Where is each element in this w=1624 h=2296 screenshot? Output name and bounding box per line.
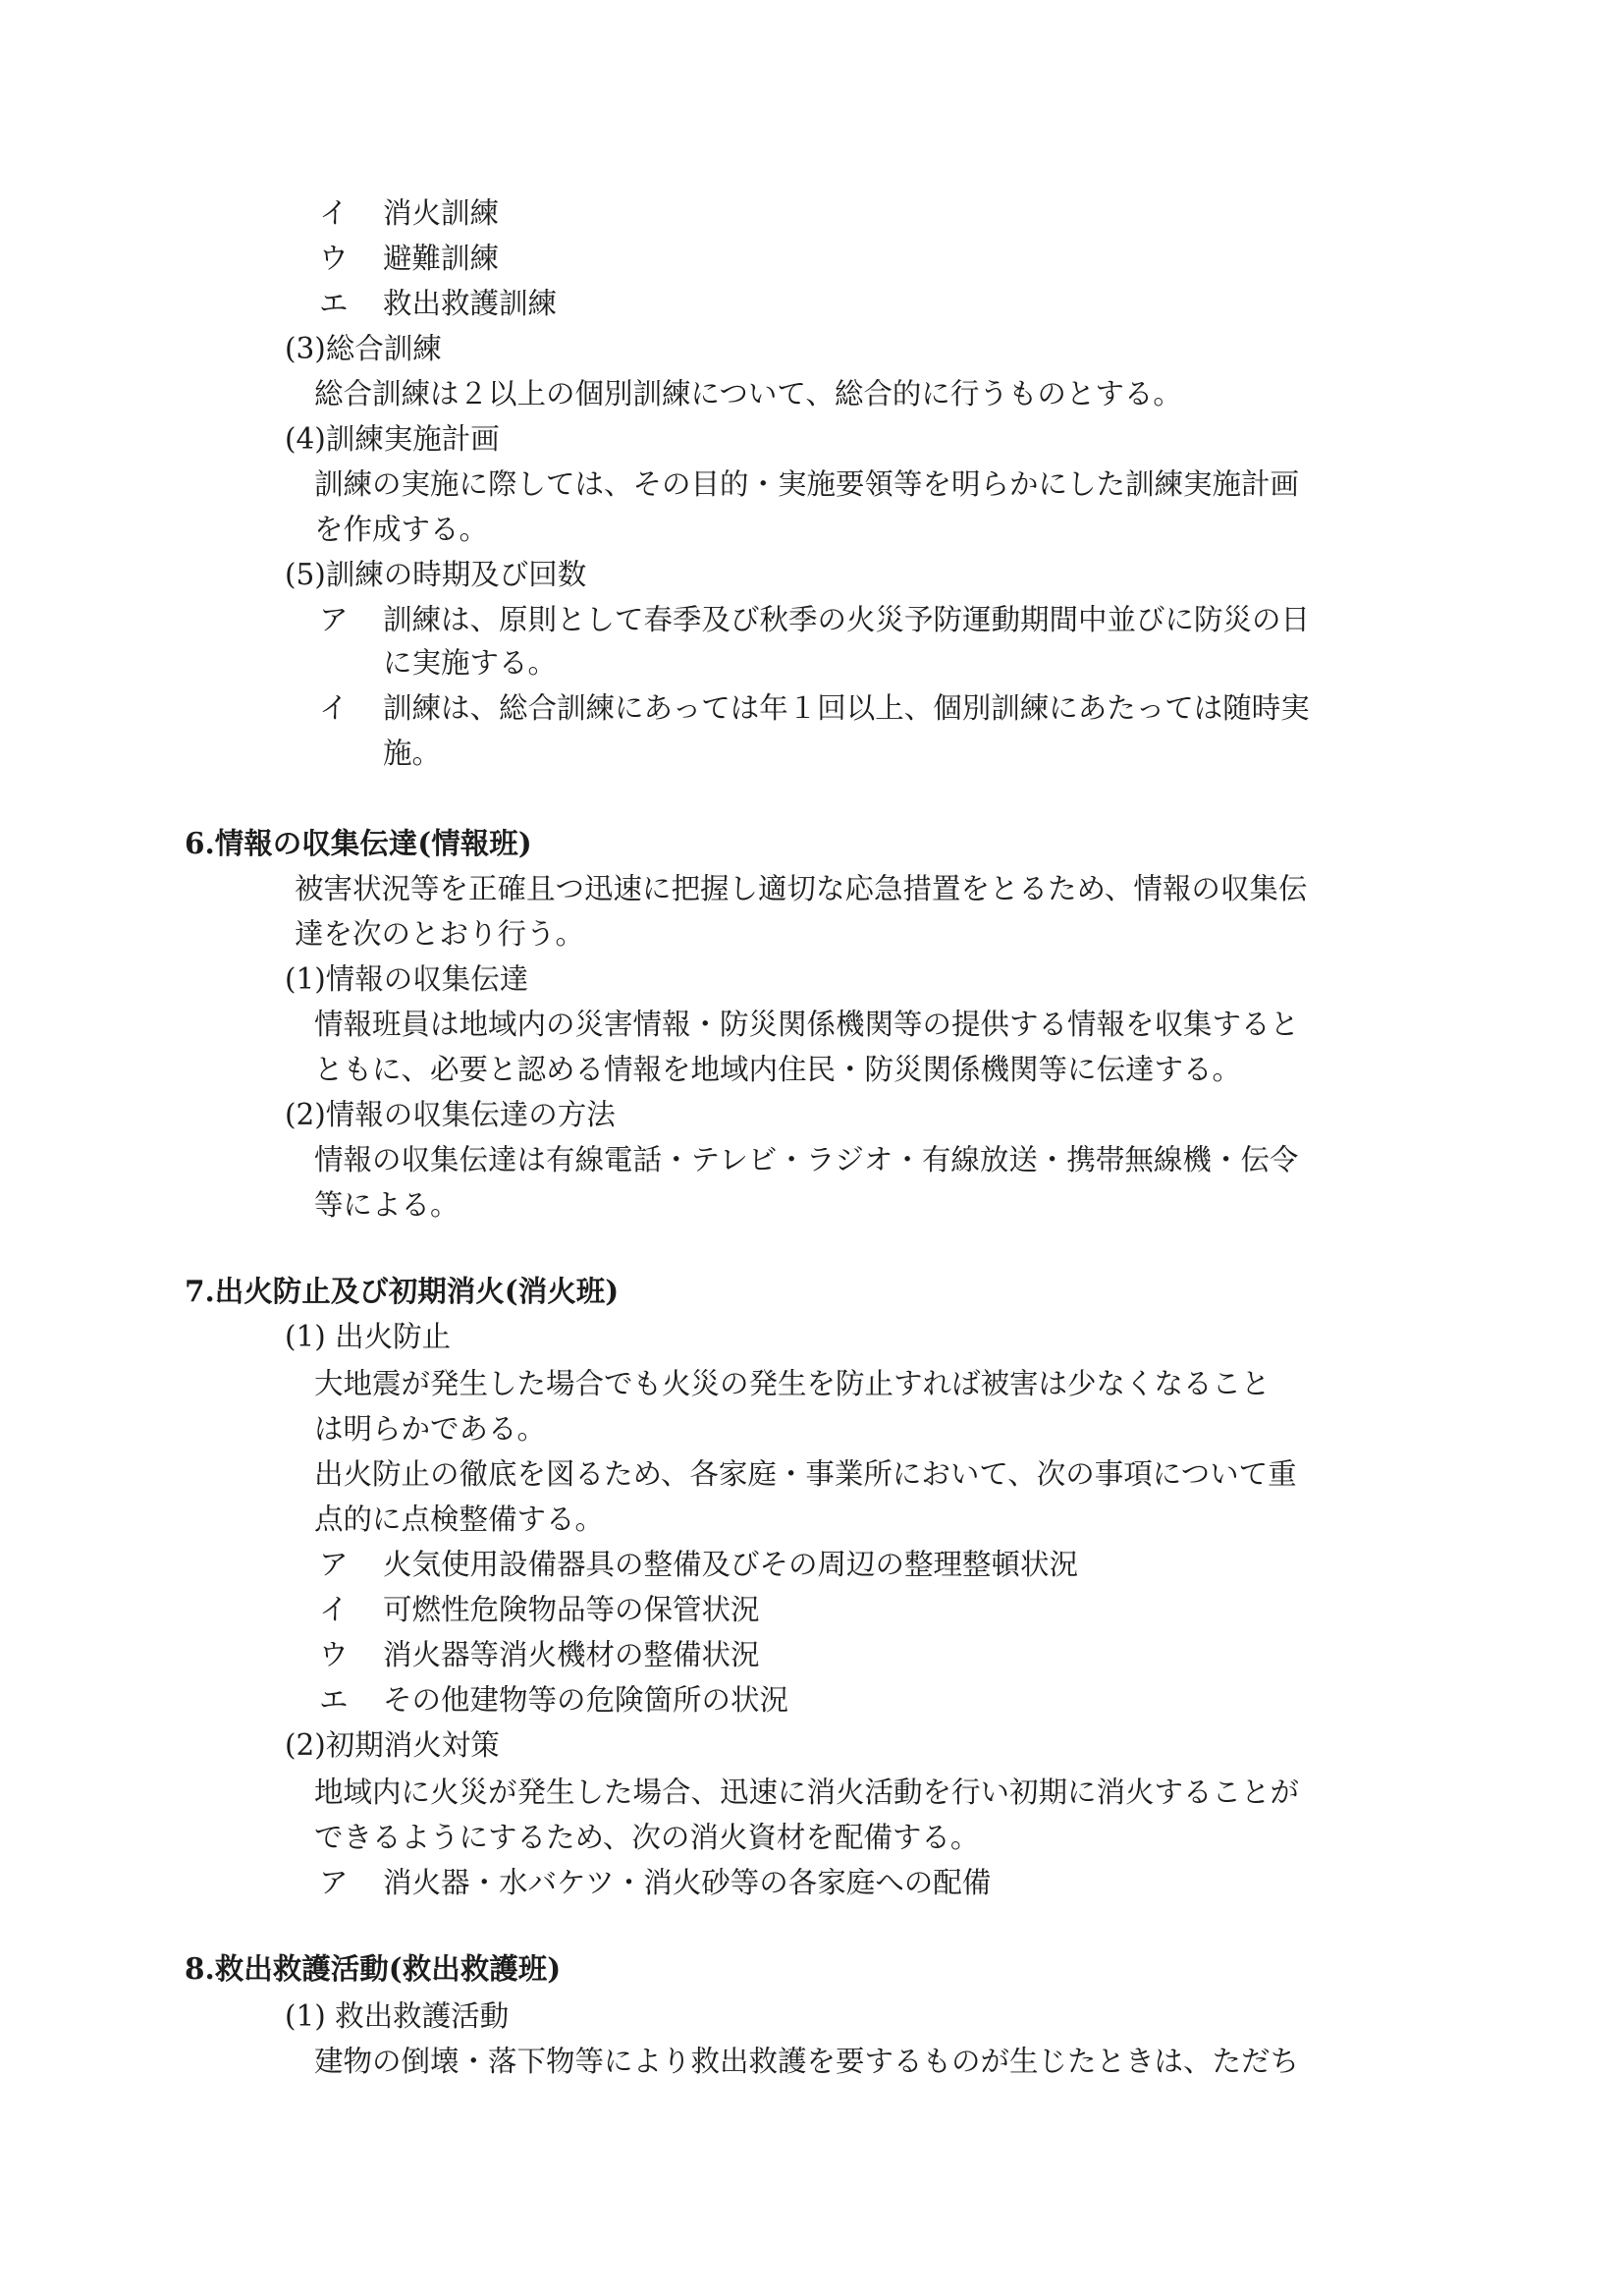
section-heading: 7.出火防止及び初期消火(消火班) bbox=[185, 1274, 620, 1308]
item-mark: ア bbox=[319, 603, 349, 636]
paragraph-line: 等による。 bbox=[314, 1188, 460, 1222]
paragraph-line: 点的に点検整備する。 bbox=[314, 1503, 605, 1536]
subsection-heading: (2)初期消火対策 bbox=[285, 1728, 500, 1762]
subsection-heading: (1) 出火防止 bbox=[285, 1320, 452, 1353]
section-heading: 6.情報の収集伝達(情報班) bbox=[185, 826, 532, 860]
paragraph-line: は明らかである。 bbox=[314, 1412, 547, 1446]
paragraph-line: 建物の倒壊・落下物等により救出救護を要するものが生じたときは、ただち bbox=[314, 2045, 1300, 2078]
paragraph-line: 情報班員は地域内の災害情報・防災関係機関等の提供する情報を収集すると bbox=[314, 1008, 1300, 1041]
item-mark: イ bbox=[319, 1593, 349, 1626]
item-text: 救出救護訓練 bbox=[383, 287, 558, 320]
item-text: 避難訓練 bbox=[383, 242, 500, 275]
item-mark: イ bbox=[319, 196, 349, 230]
item-mark: ウ bbox=[319, 242, 349, 275]
item-text: 消火器・水バケツ・消火砂等の各家庭への配備 bbox=[383, 1866, 992, 1899]
item-text: 訓練は、原則として春季及び秋季の火災予防運動期間中並びに防災の日 bbox=[383, 603, 1311, 636]
item-mark: ア bbox=[319, 1548, 349, 1581]
item-text: 訓練は、総合訓練にあっては年１回以上、個別訓練にあたっては随時実 bbox=[383, 691, 1310, 725]
item-text: 施。 bbox=[383, 737, 442, 770]
paragraph-line: 出火防止の徹底を図るため、各家庭・事業所において、次の事項について重 bbox=[314, 1457, 1297, 1491]
subsection-heading: (4)訓練実施計画 bbox=[285, 422, 500, 456]
paragraph-line: できるようにするため、次の消火資材を配備する。 bbox=[314, 1821, 980, 1854]
subsection-heading: (3)総合訓練 bbox=[285, 332, 442, 365]
paragraph-line: を作成する。 bbox=[314, 513, 489, 546]
paragraph-line: 達を次のとおり行う。 bbox=[295, 917, 585, 951]
item-mark: エ bbox=[319, 1683, 349, 1717]
section-heading: 8.救出救護活動(救出救護班) bbox=[185, 1951, 562, 1986]
paragraph-line: 大地震が発生した場合でも火災の発生を防止すれば被害は少なくなること bbox=[314, 1367, 1271, 1400]
item-text: 消火訓練 bbox=[383, 196, 500, 230]
subsection-heading: (5)訓練の時期及び回数 bbox=[285, 558, 587, 591]
paragraph-line: 総合訓練は２以上の個別訓練について、総合的に行うものとする。 bbox=[314, 377, 1182, 410]
paragraph-line: 被害状況等を正確且つ迅速に把握し適切な応急措置をとるため、情報の収集伝 bbox=[295, 872, 1308, 905]
paragraph-line: 地域内に火災が発生した場合、迅速に消火活動を行い初期に消火することが bbox=[314, 1776, 1300, 1809]
item-text: 消火器等消火機材の整備状況 bbox=[383, 1638, 760, 1671]
item-mark: イ bbox=[319, 691, 349, 725]
paragraph-line: ともに、必要と認める情報を地域内住民・防災関係機関等に伝達する。 bbox=[314, 1053, 1242, 1086]
item-mark: ウ bbox=[319, 1638, 349, 1671]
subsection-heading: (1)情報の収集伝達 bbox=[285, 962, 529, 996]
item-mark: ア bbox=[319, 1866, 349, 1899]
paragraph-line: 情報の収集伝達は有線電話・テレビ・ラジオ・有線放送・携帯無線機・伝令 bbox=[314, 1143, 1299, 1176]
item-text: 可燃性危険物品等の保管状況 bbox=[383, 1593, 760, 1626]
item-mark: エ bbox=[319, 287, 349, 320]
paragraph-line: 訓練の実施に際しては、その目的・実施要領等を明らかにした訓練実施計画 bbox=[314, 467, 1300, 501]
subsection-heading: (2)情報の収集伝達の方法 bbox=[285, 1098, 616, 1131]
item-text: 火気使用設備器具の整備及びその周辺の整理整頓状況 bbox=[383, 1548, 1079, 1581]
subsection-heading: (1) 救出救護活動 bbox=[285, 1999, 510, 2033]
item-text: に実施する。 bbox=[383, 646, 558, 680]
item-text: その他建物等の危険箇所の状況 bbox=[383, 1683, 789, 1717]
